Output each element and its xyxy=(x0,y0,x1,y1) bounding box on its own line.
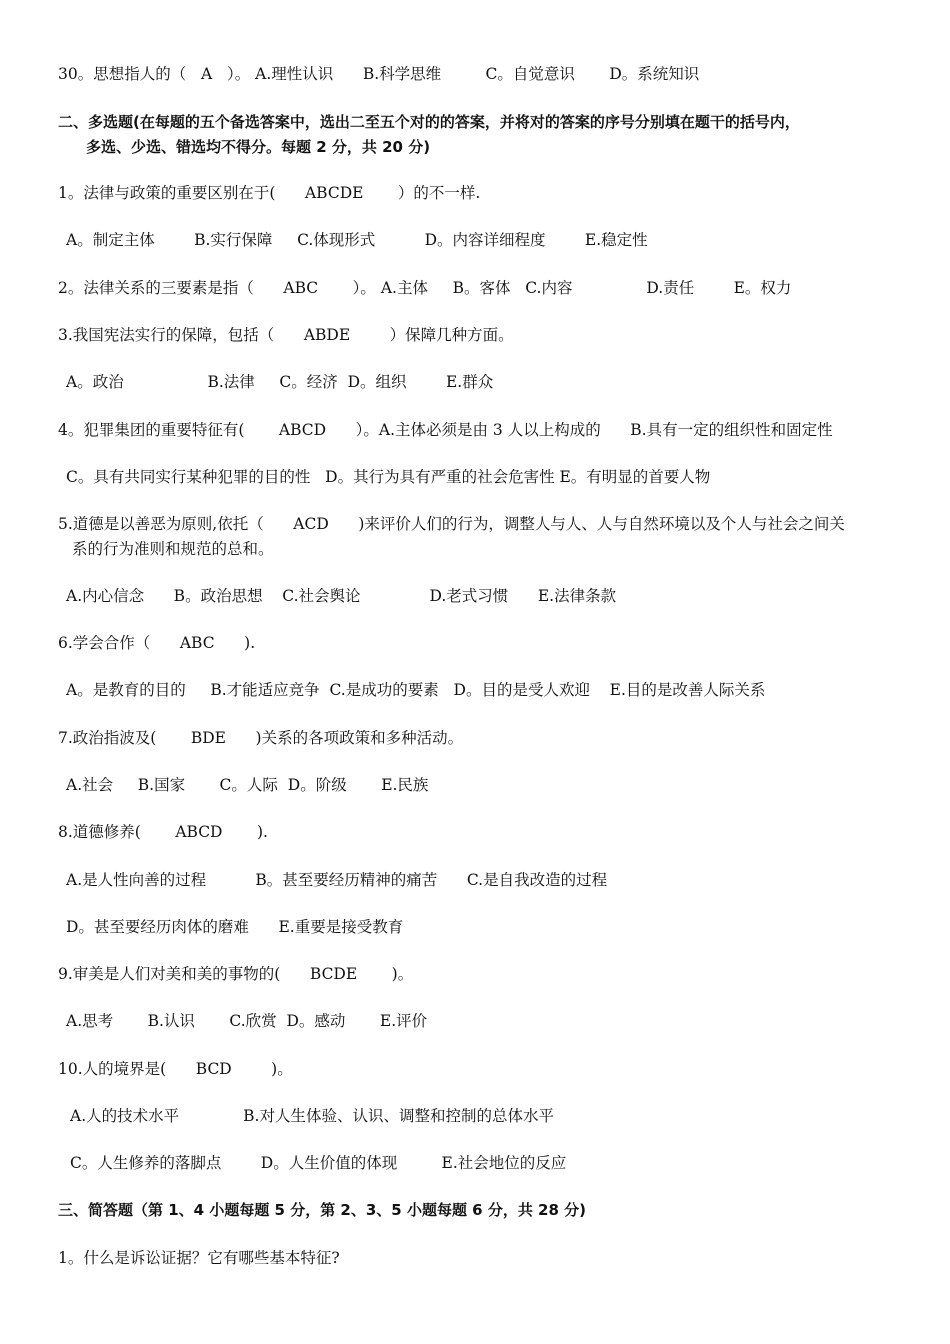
multi-question-10: 10.人的境界是( BCD )。 xyxy=(58,1060,293,1078)
section-2-heading-continued: 多选、少选、错选均不得分。每题 2 分，共 20 分) xyxy=(86,138,431,156)
multi-question-3-options: A。政治 B.法律 C。经济 D。组织 E.群众 xyxy=(66,373,494,391)
multi-question-9-options: A.思考 B.认识 C.欣赏 D。感动 E.评价 xyxy=(66,1012,428,1030)
multi-question-7-options: A.社会 B.国家 C。人际 D。阶级 E.民族 xyxy=(66,776,429,794)
multi-question-6: 6.学会合作（ ABC ). xyxy=(58,634,256,652)
multi-question-4: 4。犯罪集团的重要特征有( ABCD ）。A.主体必须是由 3 人以上构成的 B.具有一定的组织性和固定性 xyxy=(58,421,833,439)
multi-question-1: 1。法律与政策的重要区别在于( ABCDE ）的不一样. xyxy=(58,184,481,202)
multi-question-2: 2。法律关系的三要素是指（ ABC ）。 A.主体 B。客体 C.内容 D.责任 E。权力 xyxy=(58,279,792,297)
multi-question-8: 8.道德修养( ABCD ). xyxy=(58,823,268,841)
section-2-heading: 二、多选题(在每题的五个备选答案中，选出二至五个对的的答案，并将对的答案的序号分别填在题干的括号内， xyxy=(58,113,800,131)
multi-question-8-options-b: D。甚至要经历肉体的磨难 E.重要是接受教育 xyxy=(66,918,404,936)
section-3-heading: 三、简答题（第 1、4 小题每题 5 分，第 2、3、5 小题每题 6 分，共 28 分) xyxy=(58,1201,587,1219)
multi-question-10-options-a: A.人的技术水平 B.对人生体验、认识、调整和控制的总体水平 xyxy=(70,1107,554,1125)
multi-question-8-options-a: A.是人性向善的过程 B。甚至要经历精神的痛苦 C.是自我改造的过程 xyxy=(66,871,608,889)
multi-question-5-continued: 系的行为准则和规范的总和。 xyxy=(72,540,274,558)
short-answer-1: 1。什么是诉讼证据？它有哪些基本特征? xyxy=(58,1249,340,1267)
multi-question-5: 5.道德是以善恶为原则,依托（ ACD )来评价人们的行为，调整人与人、人与自然环境以及个人与社会之间关 xyxy=(58,515,845,533)
multi-question-3: 3.我国宪法实行的保障，包括（ ABDE ）保障几种方面。 xyxy=(58,326,514,344)
multi-question-9: 9.审美是人们对美和美的事物的( BCDE )。 xyxy=(58,965,414,983)
multi-question-1-options: A。制定主体 B.实行保障 C.体现形式 D。内容详细程度 E.稳定性 xyxy=(66,231,648,249)
question-30: 30。思想指人的（ A ）。 A.理性认识 B.科学思维 C。自觉意识 D。系统知识 xyxy=(58,65,700,83)
multi-question-6-options: A。是教育的目的 B.才能适应竞争 C.是成功的要素 D。目的是受人欢迎 E.目的是改善人际关系 xyxy=(66,681,766,699)
multi-question-5-options: A.内心信念 B。政治思想 C.社会舆论 D.老式习惯 E.法律条款 xyxy=(66,587,617,605)
multi-question-4-options: C。具有共同实行某种犯罪的目的性 D。其行为具有严重的社会危害性 E。有明显的首要人物 xyxy=(66,468,711,486)
multi-question-10-options-b: C。人生修养的落脚点 D。人生价值的体现 E.社会地位的反应 xyxy=(70,1154,567,1172)
multi-question-7: 7.政治指波及( BDE )关系的各项政策和多种活动。 xyxy=(58,729,464,747)
